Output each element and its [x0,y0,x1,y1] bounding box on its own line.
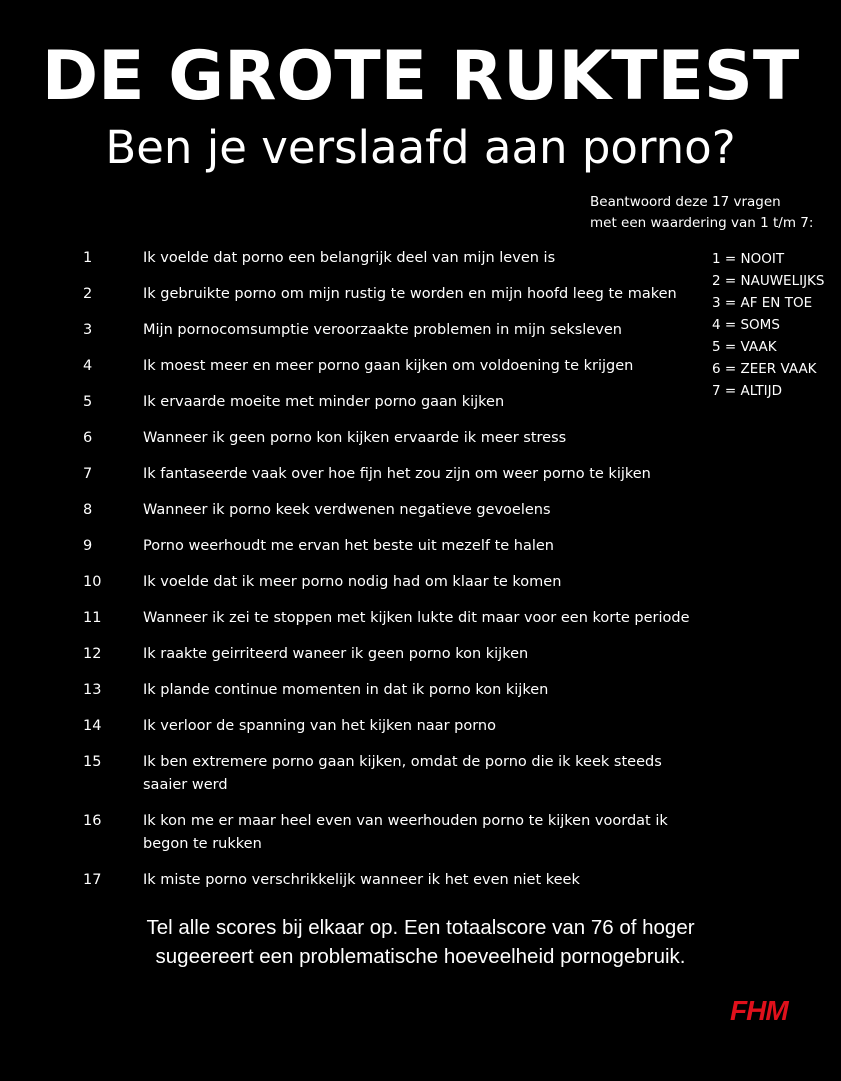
page-subtitle: Ben je verslaafd aan porno? [105,121,736,174]
question-number: 6 [83,430,93,446]
scale-item: 6 = ZEER VAAK [712,361,817,377]
scale-item: 4 = SOMS [712,317,780,333]
fhm-logo: FHM [730,995,788,1026]
question-number: 12 [83,646,102,662]
footer-note [0,913,841,971]
question-number: 4 [83,358,93,374]
question-text: Wanneer ik porno keek verdwenen negatieve gevoelens [143,502,551,518]
question-number: 9 [83,538,93,554]
question-text: Ik voelde dat porno een belangrijk deel van mijn leven is [143,250,556,266]
question-text: Ik fantaseerde vaak over hoe fijn het zou zijn om weer porno te kijken [143,466,651,482]
page-title: DE GROTE RUKTEST [41,37,800,116]
question-text: Wanneer ik zei te stoppen met kijken lukte dit maar voor een korte periode [143,610,690,626]
question-text: Ik kon me er maar heel even van weerhouden porno te kijken voordat ik begon te rukken [143,813,668,852]
question-number: 11 [83,610,102,626]
question-number: 14 [83,718,102,734]
question-text: Wanneer ik geen porno kon kijken ervaarde ik meer stress [143,430,567,446]
instructions-line-1: Beantwoord deze 17 vragen [590,194,781,210]
rating-scale [712,248,824,402]
question-number: 8 [83,502,93,518]
question-number: 10 [83,574,102,590]
question-text: Ik voelde dat ik meer porno nodig had om klaar te komen [143,574,562,590]
question-number: 17 [83,872,102,888]
question-number: 3 [83,322,93,338]
question-text: Ik raakte geirriteerd waneer ik geen porno kon kijken [143,646,529,662]
question-text: Ik moest meer en meer porno gaan kijken om voldoening te krijgen [143,358,634,374]
scale-item: 1 = NOOIT [712,251,785,267]
question-text: Ik ben extremere porno gaan kijken, omdat de porno die ik keek steeds saaier werd [143,754,662,793]
question-number: 5 [83,394,93,410]
question-text: Ik ervaarde moeite met minder porno gaan kijken [143,394,505,410]
scale-item: 2 = NAUWELIJKS [712,273,825,289]
question-number: 16 [83,813,102,829]
scale-item: 7 = ALTIJD [712,383,782,399]
instructions [590,192,813,234]
question-text: Ik miste porno verschrikkelijk wanneer ik het even niet keek [143,872,580,888]
scale-item: 5 = VAAK [712,339,777,355]
question-text: Porno weerhoudt me ervan het beste uit mezelf te halen [143,538,554,554]
question-text: Ik verloor de spanning van het kijken naar porno [143,718,496,734]
question-number: 13 [83,682,102,698]
question-text: Ik plande continue momenten in dat ik porno kon kijken [143,682,549,698]
footer-line-1: Tel alle scores bij elkaar op. Een totaalscore van 76 of hoger [146,916,695,939]
question-text: Ik gebruikte porno om mijn rustig te worden en mijn hoofd leeg te maken [143,286,677,302]
question-text: Mijn pornocomsumptie veroorzaakte problemen in mijn seksleven [143,322,622,338]
footer-line-2: sugeereert een problematische hoeveelheid pornogebruik. [155,945,686,968]
question-number: 7 [83,466,93,482]
instructions-line-2: met een waardering van 1 t/m 7: [590,215,814,231]
question-number: 15 [83,754,102,770]
question-number: 2 [83,286,93,302]
scale-item: 3 = AF EN TOE [712,295,813,311]
question-number: 1 [83,250,93,266]
